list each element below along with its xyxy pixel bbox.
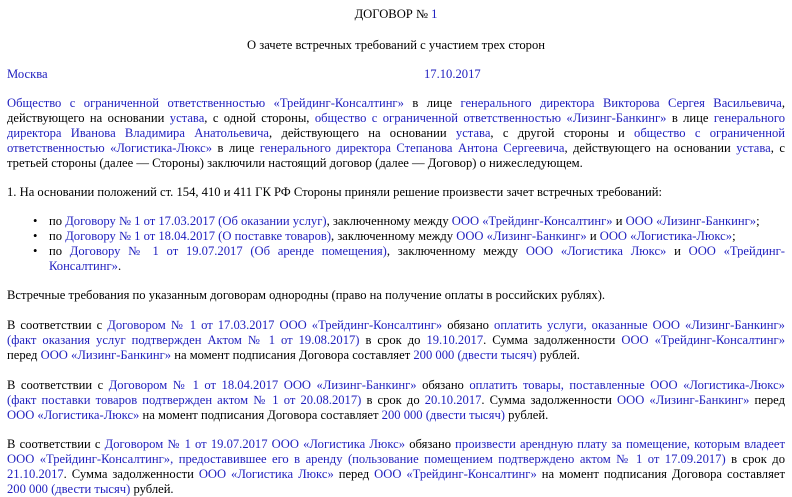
homogeneity-statement: Встречные требования по указанным договорам однородны (право на получение оплаты в российских рублях). bbox=[7, 288, 606, 302]
contract-link[interactable]: Договором № 1 от 17.03.2017 ООО «Трейдинг-Консалтинг» bbox=[107, 318, 443, 332]
contract-link[interactable]: Договору № 1 от 19.07.2017 (Об аренде помещения) bbox=[69, 244, 387, 258]
contract-link[interactable]: Договору № 1 от 17.03.2017 (Об оказании услуг) bbox=[65, 214, 327, 228]
party2-director-field[interactable]: директора Иванова Владимира Анатольевича bbox=[7, 126, 270, 140]
obligation-field[interactable]: оплатить услуги, оказанные ООО «Лизинг-Банкинг» bbox=[494, 318, 785, 332]
bullet-icon: • bbox=[33, 244, 38, 258]
party2-director-field[interactable]: генерального bbox=[713, 111, 786, 125]
party3-field[interactable]: ответственностью «Логистика-Люкс» bbox=[7, 141, 213, 155]
paragraph-line: перед ООО «Лизинг-Банкинг» на момент подписания Договора составляет 200 000 (двести тысяч) рублей. bbox=[7, 348, 580, 362]
obligation-field[interactable]: произвести арендную плату за помещение, которым владеет bbox=[455, 437, 785, 451]
party-link[interactable]: ООО «Трейдинг-Консалтинг» bbox=[374, 467, 537, 481]
paragraph-line: В соответствии с Договором № 1 от 19.07.2017 ООО «Логистика Люкс» обязано произвести арендную плату за помещение, которым владеет bbox=[7, 437, 785, 451]
party-link[interactable]: ООО «Логистика Люкс» bbox=[525, 244, 667, 258]
due-date-field[interactable]: 20.10.2017 bbox=[424, 393, 482, 407]
paragraph-line: ООО «Логистика-Люкс» на момент подписания Договора составляет 200 000 (двести тысяч) рублей. bbox=[7, 408, 549, 422]
list-item: по Договору № 1 от 19.07.2017 (Об аренде помещения), заключенному между ООО «Логистика Люкс» и ООО «Трейдинг- bbox=[49, 244, 786, 258]
contract-link[interactable]: Договором № 1 от 19.07.2017 ООО «Логистика Люкс» bbox=[104, 437, 406, 451]
preamble-line: ответственностью «Логистика-Люкс» в лице генерального директора Степанова Антона Сергеевича, действующего на основании устава, с bbox=[7, 141, 785, 155]
paragraph-line: 21.10.2017. Сумма задолженности ООО «Логистика Люкс» перед ООО «Трейдинг-Консалтинг» на момент подписания Договора составляет bbox=[7, 467, 785, 481]
party3-field[interactable]: общество с ограниченной bbox=[634, 126, 785, 140]
party-link[interactable]: ООО «Лизинг-Банкинг» bbox=[456, 229, 587, 243]
party-link[interactable]: ООО «Трейдинг-Консалтинг» bbox=[451, 214, 613, 228]
title-text: ДОГОВОР № bbox=[354, 7, 432, 21]
party-link[interactable]: ООО «Трейдинг-Консалтинг» bbox=[621, 333, 785, 347]
party-link[interactable]: ООО «Лизинг-Банкинг» bbox=[617, 393, 750, 407]
party-link[interactable]: Консалтинг» bbox=[49, 259, 118, 273]
amount-field[interactable]: 200 000 (двести тысяч) bbox=[7, 482, 131, 496]
obligation-field[interactable]: (факт оказания услуг подтвержден Актом № 1 от 19.08.2017) bbox=[7, 333, 360, 347]
paragraph-line: 200 000 (двести тысяч) рублей. bbox=[7, 482, 174, 496]
due-date-field[interactable]: 21.10.2017 bbox=[7, 467, 64, 481]
basis-field[interactable]: устава bbox=[169, 111, 205, 125]
list-item-continuation: Консалтинг». bbox=[49, 259, 122, 273]
paragraph-line: (факт оказания услуг подтвержден Актом № 1 от 19.08.2017) в срок до 19.10.2017. Сумма задолженности ООО «Трейдинг-Консалтинг» bbox=[7, 333, 785, 347]
party3-director-field[interactable]: генерального директора Степанова Антона Сергеевича bbox=[259, 141, 565, 155]
contract-link[interactable]: Договором № 1 от 18.04.2017 ООО «Лизинг-Банкинг» bbox=[108, 378, 417, 392]
basis-field[interactable]: устава bbox=[736, 141, 771, 155]
party-link[interactable]: ООО «Трейдинг- bbox=[688, 244, 786, 258]
date-field[interactable]: 17.10.2017 bbox=[424, 67, 481, 81]
party1-director-field[interactable]: генерального директора Викторова Сергея Васильевича bbox=[460, 96, 782, 110]
contract-link[interactable]: Договору № 1 от 18.04.2017 (О поставке товаров) bbox=[65, 229, 332, 243]
party-link[interactable]: ООО «Логистика Люкс» bbox=[198, 467, 334, 481]
obligation-field[interactable]: ООО «Трейдинг-Консалтинг», предоставившее его в аренду (пользование помещением подтверждено актом № 1 от 17.09.2017) bbox=[7, 452, 726, 466]
amount-field[interactable]: 200 000 (двести тысяч) bbox=[413, 348, 537, 362]
preamble-line: Общество с ограниченной ответственностью «Трейдинг-Консалтинг» в лице генерального директора Викторова Сергея Васильевича, bbox=[7, 96, 785, 110]
city-field[interactable]: Москва bbox=[7, 67, 48, 81]
party-link[interactable]: ООО «Лизинг-Банкинг» bbox=[40, 348, 172, 362]
party1-field[interactable]: Общество с ограниченной ответственностью «Трейдинг-Консалтинг» bbox=[7, 96, 404, 110]
document-subtitle: О зачете встречных требований с участием трех сторон bbox=[246, 38, 545, 52]
obligation-field[interactable]: оплатить товары, поставленные ООО «Логистика-Люкс» bbox=[469, 378, 785, 392]
bullet-icon: • bbox=[33, 229, 38, 243]
document-title bbox=[7, 7, 785, 22]
amount-field[interactable]: 200 000 (двести тысяч) bbox=[381, 408, 505, 422]
paragraph-line: В соответствии с Договором № 1 от 18.04.2017 ООО «Лизинг-Банкинг» обязано оплатить товары, поставленные ООО «Логистика-Люкс» bbox=[7, 378, 785, 392]
bullet-icon: • bbox=[33, 214, 38, 228]
party-link[interactable]: ООО «Лизинг-Банкинг» bbox=[625, 214, 757, 228]
obligation-field[interactable]: (факт поставки товаров подтвержден актом № 1 от 20.08.2017) bbox=[7, 393, 362, 407]
party-link[interactable]: ООО «Логистика-Люкс» bbox=[7, 408, 140, 422]
paragraph-line: ООО «Трейдинг-Консалтинг», предоставившее его в аренду (пользование помещением подтверждено актом № 1 от 17.09.2017) в срок до bbox=[7, 452, 785, 466]
preamble-line: действующего на основании устава, с одной стороны, общество с ограниченной ответственностью «Лизинг-Банкинг» в лице генерального bbox=[7, 111, 786, 125]
party2-field[interactable]: общество с ограниченной ответственностью «Лизинг-Банкинг» bbox=[314, 111, 667, 125]
contract-number-link[interactable]: 1 bbox=[431, 7, 438, 21]
due-date-field[interactable]: 19.10.2017 bbox=[426, 333, 484, 347]
party-link[interactable]: ООО «Логистика-Люкс» bbox=[599, 229, 733, 243]
basis-field[interactable]: устава bbox=[455, 126, 491, 140]
clause-1: 1. На основании положений ст. 154, 410 и 411 ГК РФ Стороны приняли решение произвести зачет встречных требований: bbox=[7, 185, 663, 199]
preamble-line: третьей стороны (далее — Стороны) заключили настоящий договор (далее — Договор) о нижеследующем. bbox=[7, 156, 583, 170]
preamble-line: директора Иванова Владимира Анатольевича, действующего на основании устава, с другой стороны и общество с ограниченной bbox=[7, 126, 785, 140]
paragraph-line: В соответствии с Договором № 1 от 17.03.2017 ООО «Трейдинг-Консалтинг» обязано оплатить услуги, оказанные ООО «Лизинг-Банкинг» bbox=[7, 318, 785, 332]
list-item: по Договору № 1 от 17.03.2017 (Об оказании услуг), заключенному между ООО «Трейдинг-Консалтинг» и ООО «Лизинг-Банкинг»; bbox=[49, 214, 760, 228]
paragraph-line: (факт поставки товаров подтвержден актом № 1 от 20.08.2017) в срок до 20.10.2017. Сумма задолженности ООО «Лизинг-Банкинг» перед bbox=[7, 393, 786, 407]
list-item: по Договору № 1 от 18.04.2017 (О поставке товаров), заключенному между ООО «Лизинг-Банкинг» и ООО «Логистика-Люкс»; bbox=[49, 229, 736, 243]
